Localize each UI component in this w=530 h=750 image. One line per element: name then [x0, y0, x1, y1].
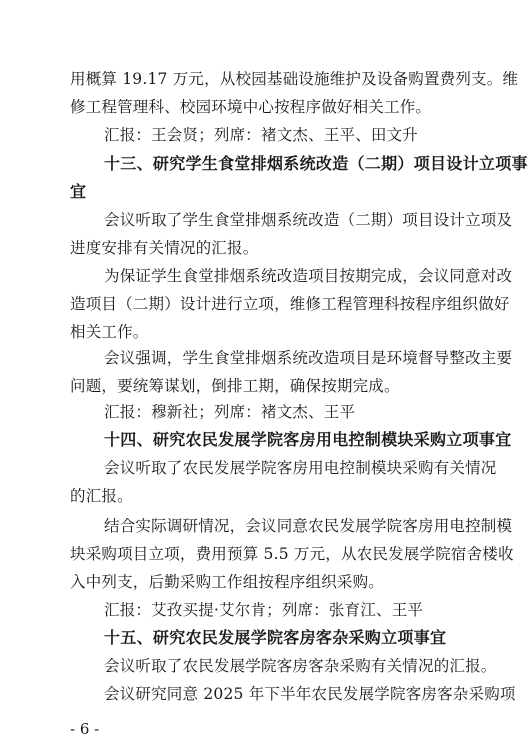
- body-text-line: 问题，要统筹谋划，倒排工期，确保按期完成。: [70, 377, 400, 395]
- body-text-line: 造项目（二期）设计进行立项，维修工程管理科按程序组织做好: [70, 295, 510, 313]
- body-text-line: 相关工作。: [70, 323, 149, 341]
- body-text-line: 为保证学生食堂排烟系统改造项目按期完成，会议同意对改: [104, 267, 513, 285]
- body-text-line: 结合实际调研情况，会议同意农民发展学院客房用电控制模: [104, 517, 513, 535]
- report-attendees-line: 汇报：艾孜买提·艾尔肯；列席：张育江、王平: [104, 601, 424, 619]
- body-text-line: 用概算 19.17 万元，从校园基础设施维护及设备购置费列支。维: [70, 70, 519, 88]
- body-text-line: 会议听取了学生食堂排烟系统改造（二期）项目设计立项及: [104, 211, 513, 229]
- body-text-line: 会议研究同意 2025 年下半年农民发展学院客房客杂采购项: [104, 685, 516, 703]
- body-text-line: 会议强调，学生食堂排烟系统改造项目是环境督导整改主要: [104, 349, 513, 367]
- body-text-line: 会议听取了农民发展学院客房用电控制模块采购有关情况: [104, 459, 497, 477]
- section-heading-14: 十四、研究农民发展学院客房用电控制模块采购立项事宜: [104, 430, 512, 449]
- body-text-line: 修工程管理科、校园环境中心按程序做好相关工作。: [70, 98, 432, 116]
- body-text-line: 块采购项目立项，费用预算 5.5 万元，从农民发展学院宿舍楼收: [70, 545, 514, 563]
- body-text-line: 入中列支，后勤采购工作组按程序组织采购。: [70, 573, 385, 591]
- section-heading-15: 十五、研究农民发展学院客房客杂采购立项事宜: [104, 628, 447, 647]
- body-text-line: 进度安排有关情况的汇报。: [70, 239, 259, 257]
- section-heading-13: 十三、研究学生食堂排烟系统改造（二期）项目设计立项事: [104, 154, 528, 173]
- page-number: - 6 -: [70, 720, 100, 738]
- body-text-line: 会议听取了农民发展学院客房客杂采购有关情况的汇报。: [104, 657, 497, 675]
- section-heading-13-continued: 宜: [70, 182, 87, 201]
- body-text-line: 的汇报。: [70, 487, 133, 505]
- report-attendees-line: 汇报：穆新社；列席：褚文杰、王平: [104, 403, 356, 421]
- report-attendees-line: 汇报：王会贤；列席：褚文杰、王平、田文升: [104, 126, 419, 144]
